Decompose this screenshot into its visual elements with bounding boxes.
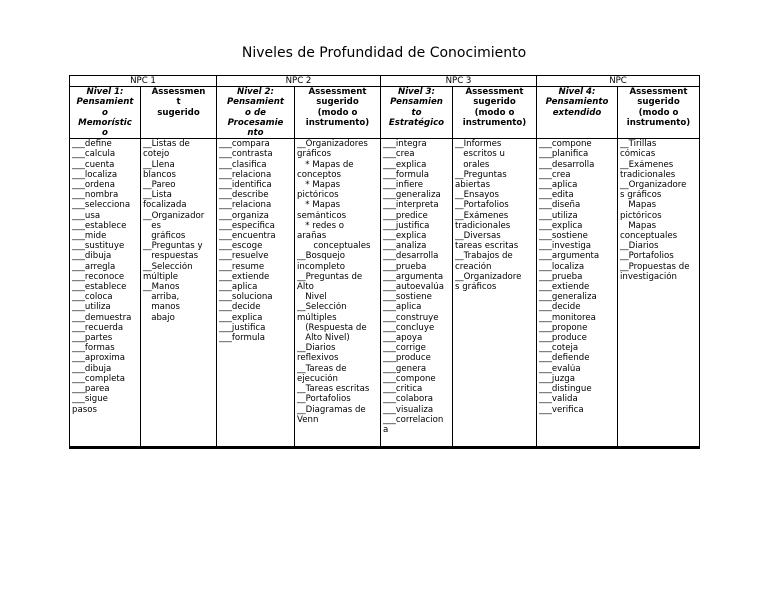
level-3-header: [381, 87, 453, 139]
list-item: ___ordena: [72, 180, 115, 191]
list-item: __Manos: [143, 282, 180, 293]
list-item: ___compara: [219, 139, 270, 150]
list-item: ___formas: [72, 343, 115, 354]
list-item: Mapas: [620, 200, 657, 211]
list-item: blancos: [143, 169, 177, 180]
list-item: ___planifica: [539, 149, 589, 160]
header-line: sugerido: [473, 97, 516, 108]
list-item: __Organizadore: [620, 180, 687, 191]
list-item: ___integra: [383, 139, 427, 150]
list-item: ___formula: [383, 169, 430, 180]
list-item: ___concluye: [383, 322, 435, 333]
npc-header-3: NPC 3: [381, 76, 537, 87]
list-item: ___calcula: [72, 149, 116, 160]
list-item: ___argumenta: [383, 271, 444, 282]
list-item: ___selecciona: [72, 200, 131, 211]
header-line: instrumento): [305, 117, 370, 128]
assessment-3-header: [453, 87, 537, 139]
list-item: escritos u: [455, 149, 505, 160]
header-line: Pensamien: [390, 97, 443, 108]
list-item: tradicionales: [620, 169, 676, 180]
list-item: ___mide: [72, 231, 107, 242]
header-line: Nivel 1:: [86, 87, 124, 98]
list-item: * Mapas: [297, 200, 341, 211]
list-item: ___explica: [539, 220, 583, 231]
list-item: ___decide: [539, 302, 581, 313]
list-item: ___especifica: [219, 220, 275, 231]
list-item: ___generaliza: [383, 190, 441, 201]
list-item: respuestas: [143, 251, 199, 262]
list-item: __Trabajos de: [455, 251, 513, 262]
list-item: __Diagramas de: [297, 404, 366, 415]
list-item: ___aplica: [219, 282, 258, 293]
list-item: ___crea: [383, 149, 415, 160]
list-item: __Portafolios: [455, 200, 509, 211]
header-line: (modo o: [638, 107, 679, 118]
list-item: abajo: [143, 312, 175, 323]
assessment-4-header: [618, 87, 700, 139]
list-item: __Informes: [455, 139, 502, 150]
list-item: ___recuerda: [72, 322, 124, 333]
list-item: orales: [455, 159, 490, 170]
list-item: ___encuentra: [219, 231, 276, 242]
list-item: ___formula: [219, 333, 266, 344]
level-1-verbs: [70, 139, 141, 448]
list-item: ___sustituye: [72, 241, 125, 252]
list-item: __Diarios: [620, 241, 659, 252]
assessment-2-list: [295, 139, 381, 448]
list-item: es: [143, 220, 161, 231]
list-item: ___predice: [383, 210, 428, 221]
list-item: s gráficos: [620, 190, 662, 201]
header-line: sugerido: [637, 97, 680, 108]
list-item: ___prueba: [383, 261, 427, 272]
list-item: Alto: [297, 282, 314, 293]
list-item: ___parea: [72, 384, 110, 395]
list-item: ___desarrolla: [383, 251, 439, 262]
list-item: ___dibuja: [72, 363, 112, 374]
list-item: ___apoya: [383, 333, 423, 344]
list-item: __Organizadores: [297, 139, 368, 150]
list-item: ___soluciona: [219, 292, 273, 303]
list-item: ___colabora: [383, 394, 434, 405]
list-item: ejecución: [297, 373, 338, 384]
list-item: ___nombra: [72, 190, 119, 201]
list-item: ___decide: [219, 302, 261, 313]
list-item: ___dibuja: [72, 251, 112, 262]
list-item: __Tareas de: [297, 363, 347, 374]
header-line: t: [176, 97, 181, 108]
header-line: sugerido: [157, 107, 200, 118]
list-item: ___desarrolla: [539, 159, 595, 170]
list-item: ___define: [72, 139, 112, 150]
list-item: Venn: [297, 414, 319, 425]
list-item: * Mapas: [297, 180, 341, 191]
list-item: s gráficos: [455, 282, 497, 293]
list-item: pictóricos: [297, 190, 339, 201]
list-item: ___extiende: [219, 271, 270, 282]
list-item: ___usa: [72, 210, 101, 221]
list-item: ___prueba: [539, 271, 583, 282]
list-item: arañas: [297, 231, 327, 242]
list-item: ___relaciona: [219, 200, 272, 211]
list-item: __Lista: [143, 190, 172, 201]
dok-table: [69, 75, 700, 449]
list-item: ___sostiene: [539, 231, 588, 242]
list-item: ___justifica: [383, 220, 430, 231]
list-item: focalizada: [143, 200, 187, 211]
header-line: Pensamient: [227, 97, 284, 108]
list-item: reflexivos: [297, 353, 339, 364]
list-item: (Respuesta de: [297, 322, 367, 333]
list-item: __Preguntas: [455, 169, 507, 180]
list-item: ___resuelve: [219, 251, 269, 262]
list-item: __Organizador: [143, 210, 205, 221]
list-item: __Selección: [297, 302, 347, 313]
list-item: __Llena: [143, 159, 175, 170]
list-item: __Portafolios: [620, 251, 674, 262]
header-line: Memorístic: [78, 117, 132, 128]
list-item: cotejo: [143, 149, 170, 160]
header-line: extendido: [552, 107, 602, 118]
header-line: o: [102, 128, 108, 139]
list-item: ___critica: [383, 384, 423, 395]
list-item: ___explica: [383, 231, 427, 242]
assessment-2-header: [295, 87, 381, 139]
list-item: __Tareas escritas: [297, 384, 370, 395]
header-line: sugerido: [316, 97, 359, 108]
list-item: ___genera: [383, 363, 427, 374]
list-item: __Ensayos: [455, 190, 500, 201]
header-line: o de: [245, 107, 266, 118]
list-item: pictóricos: [620, 210, 662, 221]
list-item: __Portafolios: [297, 394, 351, 405]
list-item: __Propuestas de: [620, 261, 690, 272]
list-item: Nivel: [297, 292, 327, 303]
header-line: nto: [247, 128, 264, 139]
list-item: ___coteja: [539, 343, 579, 354]
list-item: abiertas: [455, 180, 491, 191]
list-item: ___utiliza: [72, 302, 111, 313]
list-item: __Exámenes: [455, 210, 509, 221]
header-line: instrumento): [626, 117, 691, 128]
list-item: múltiples: [297, 312, 337, 323]
list-item: ___establece: [72, 220, 127, 231]
list-item: ___clasifica: [219, 159, 267, 170]
list-item: ___establece: [72, 282, 127, 293]
npc-header-4: NPC: [537, 76, 700, 87]
list-item: ___interpreta: [383, 200, 439, 211]
list-item: ___arregla: [72, 261, 116, 272]
list-item: ___distingue: [539, 384, 592, 395]
list-item: ___edita: [539, 190, 574, 201]
level-4-verbs: [537, 139, 618, 448]
list-item: a: [383, 424, 389, 435]
page-title: Niveles de Profundidad de Conocimiento: [241, 45, 527, 61]
level-2-verbs: [217, 139, 295, 448]
list-item: ___aplica: [539, 180, 578, 191]
list-item: ___crea: [539, 169, 571, 180]
list-item: ___justifica: [219, 322, 266, 333]
list-item: ___explica: [219, 312, 263, 323]
list-item: ___relaciona: [219, 169, 272, 180]
list-item: __Tirillas: [620, 139, 657, 150]
list-item: incompleto: [297, 261, 345, 272]
list-item: creación: [455, 261, 492, 272]
npc-header-1: NPC 1: [70, 76, 217, 87]
list-item: * Mapas de: [297, 159, 354, 170]
list-item: arriba,: [143, 292, 180, 303]
list-item: cómicas: [620, 149, 656, 160]
list-item: ___generaliza: [539, 292, 597, 303]
list-item: __Selección: [143, 261, 193, 272]
header-line: Assessmen: [151, 87, 206, 98]
header-line: Assessment: [308, 87, 367, 98]
list-item: manos: [143, 302, 181, 313]
list-item: múltiple: [143, 271, 179, 282]
header-line: (modo o: [474, 107, 515, 118]
list-item: ___produce: [539, 333, 587, 344]
list-item: __Diarios: [297, 343, 336, 354]
list-item: ___diseña: [539, 200, 581, 211]
list-item: ___aproxima: [72, 353, 126, 364]
header-line: Nivel 4:: [558, 87, 596, 98]
list-item: pasos: [72, 404, 97, 415]
header-line: Nivel 3:: [398, 87, 435, 98]
list-item: tareas escritas: [455, 241, 519, 252]
list-item: __Preguntas y: [143, 241, 203, 252]
list-item: ___evalúa: [539, 363, 581, 374]
list-item: conceptos: [297, 169, 342, 180]
assessment-1-list: [141, 139, 217, 448]
list-item: ___coloca: [72, 292, 113, 303]
level-3-verbs: [381, 139, 453, 448]
list-item: __Exámenes: [620, 159, 674, 170]
list-item: gráficos: [297, 149, 332, 160]
list-item: ___extiende: [539, 282, 590, 293]
list-item: ___infiere: [383, 180, 424, 191]
header-line: instrumento): [462, 117, 527, 128]
list-item: Alto Nivel): [297, 333, 350, 344]
list-item: investigación: [620, 271, 677, 282]
list-item: ___defiende: [539, 353, 590, 364]
header-line: Pensamiento: [545, 97, 609, 108]
list-item: ___monitorea: [539, 312, 596, 323]
list-item: __Organizadore: [455, 271, 522, 282]
list-item: ___cuenta: [72, 159, 115, 170]
list-item: ___demuestra: [72, 312, 132, 323]
list-item: semánticos: [297, 210, 347, 221]
assessment-1-header: [141, 87, 217, 139]
list-item: tradicionales: [455, 220, 511, 231]
header-line: Procesamie: [227, 117, 284, 128]
list-item: ___contrasta: [219, 149, 273, 160]
list-item: ___sostiene: [383, 292, 432, 303]
list-item: ___compone: [383, 373, 436, 384]
list-item: ___describe: [219, 190, 269, 201]
list-item: * redes o: [297, 220, 345, 231]
list-item: ___propone: [539, 322, 588, 333]
level-4-header: [537, 87, 618, 139]
list-item: ___identifica: [219, 180, 272, 191]
list-item: ___compone: [539, 139, 592, 150]
list-item: ___resume: [219, 261, 265, 272]
list-item: ___localiza: [539, 261, 585, 272]
level-2-header: [217, 87, 295, 139]
list-item: ___completa: [72, 373, 126, 384]
level-1-header: [70, 87, 141, 139]
list-item: ___utiliza: [539, 210, 578, 221]
list-item: Mapas: [620, 220, 657, 231]
header-line: Assessment: [465, 87, 524, 98]
list-item: ___verifica: [539, 404, 584, 415]
list-item: ___visualiza: [383, 404, 434, 415]
assessment-3-list: [453, 139, 537, 448]
list-item: ___investiga: [539, 241, 592, 252]
list-item: conceptuales: [297, 241, 371, 252]
list-item: ___reconoce: [72, 271, 125, 282]
list-item: ___organiza: [219, 210, 269, 221]
list-item: __Listas de: [143, 139, 190, 150]
list-item: ___autoevalúa: [383, 282, 444, 293]
list-item: __Bosquejo: [297, 251, 346, 262]
header-line: Pensamient: [76, 97, 134, 108]
list-item: __Preguntas de: [297, 271, 363, 282]
header-line: o: [102, 107, 108, 118]
header-line: Assessment: [629, 87, 688, 98]
list-item: ___escoge: [219, 241, 263, 252]
list-item: ___construye: [383, 312, 439, 323]
list-item: ___argumenta: [539, 251, 600, 262]
header-line: (modo o: [317, 107, 358, 118]
list-item: ___produce: [383, 353, 431, 364]
list-item: ___analiza: [383, 241, 427, 252]
list-item: ___valida: [539, 394, 578, 405]
list-item: conceptuales: [620, 231, 678, 242]
list-item: ___juzga: [539, 373, 575, 384]
header-line: Nivel 2:: [237, 87, 274, 98]
list-item: ___correlacion: [383, 414, 444, 425]
list-item: ___sigue: [72, 394, 108, 405]
assessment-4-list: [618, 139, 700, 448]
list-item: ___localiza: [72, 169, 118, 180]
list-item: gráficos: [143, 231, 186, 242]
list-item: ___aplica: [383, 302, 422, 313]
list-item: __Pareo: [143, 180, 176, 191]
list-item: ___partes: [72, 333, 113, 344]
list-item: ___corrige: [383, 343, 426, 354]
header-line: Estratégico: [388, 117, 445, 128]
list-item: __Diversas: [455, 231, 501, 242]
list-item: ___explica: [383, 159, 427, 170]
header-line: to: [411, 107, 422, 118]
npc-header-2: NPC 2: [217, 76, 381, 87]
